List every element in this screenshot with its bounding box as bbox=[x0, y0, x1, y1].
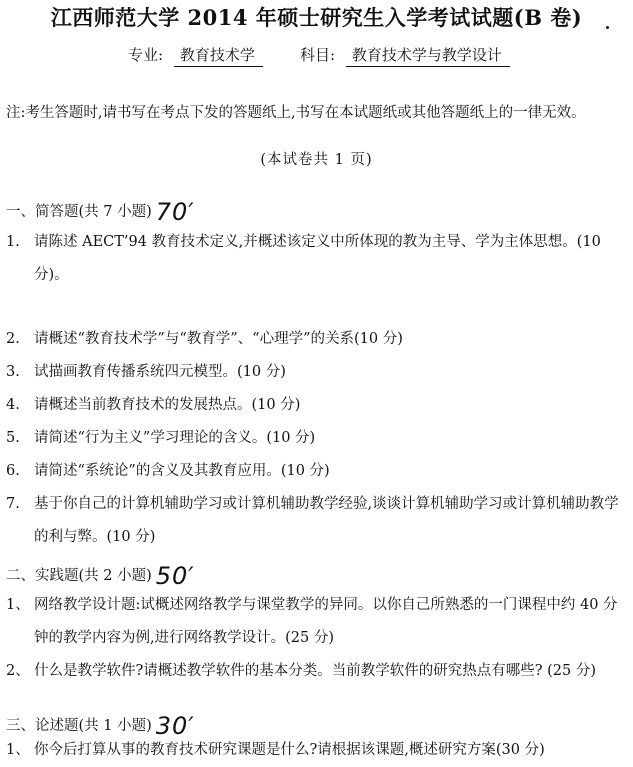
question-item bbox=[6, 389, 626, 422]
question-number: 1. bbox=[6, 234, 20, 250]
question-text: 请陈述 AECT’94 教育技术定义,并概述该定义中所体现的教为主导、学为主体思想。(10 分)。 bbox=[34, 234, 601, 283]
exam-title: 江西师范大学 2014 年硕士研究生入学考试试题(B 卷) bbox=[50, 5, 583, 30]
question-number: 4. bbox=[6, 397, 20, 413]
section-title: 三、论述题(共 1 小题) bbox=[6, 718, 152, 734]
question-item bbox=[6, 589, 626, 655]
section-heading-short-answer bbox=[6, 198, 195, 226]
question-number: 3. bbox=[6, 364, 20, 380]
major-row bbox=[128, 44, 263, 67]
handwritten-score: 30′ bbox=[155, 712, 195, 740]
subject-row bbox=[300, 44, 510, 67]
subject-label: 科目: bbox=[300, 46, 336, 64]
subject-value: 教育技术学与教学设计 bbox=[346, 44, 510, 67]
question-text: 请概述当前教育技术的发展热点。(10 分) bbox=[34, 397, 301, 413]
question-item bbox=[6, 226, 626, 292]
question-number: 2. bbox=[6, 331, 20, 347]
question-item bbox=[6, 455, 626, 488]
section-title: 二、实践题(共 2 小题) bbox=[6, 568, 152, 584]
major-value: 教育技术学 bbox=[174, 44, 263, 67]
page-count: (本试卷共 1 页) bbox=[260, 152, 373, 168]
question-text: 试描画教育传播系统四元模型。(10 分) bbox=[34, 364, 286, 380]
question-text: 网络教学设计题:试概述网络教学与课堂教学的异同。以你自己所熟悉的一门课程中约 40 分钟的教学内容为例,进行网络教学设计。(25 分) bbox=[34, 597, 618, 646]
handwritten-score: 50′ bbox=[155, 562, 195, 590]
question-item bbox=[6, 422, 626, 455]
major-label: 专业: bbox=[128, 46, 164, 64]
question-item bbox=[6, 655, 626, 688]
question-text: 你今后打算从事的教育技术研究课题是什么?请根据该课题,概述研究方案(30 分) bbox=[34, 742, 545, 758]
question-text: 什么是教学软件?请概述教学软件的基本分类。当前教学软件的研究热点有哪些? (25 分) bbox=[34, 663, 597, 679]
question-number: 7. bbox=[6, 496, 20, 512]
question-number: 6. bbox=[6, 463, 20, 479]
question-number: 1、 bbox=[6, 597, 30, 613]
question-text: 请概述“教育技术学”与“教育学”、“心理学”的关系(10 分) bbox=[34, 331, 403, 347]
question-item bbox=[6, 356, 626, 389]
question-text: 请简述“行为主义”学习理论的含义。(10 分) bbox=[34, 430, 316, 446]
section-title: 一、简答题(共 7 小题) bbox=[6, 204, 152, 220]
question-item bbox=[6, 488, 626, 554]
question-number: 2、 bbox=[6, 663, 30, 679]
section-heading-practice bbox=[6, 562, 195, 590]
question-number: 5. bbox=[6, 430, 20, 446]
question-number: 1、 bbox=[6, 742, 30, 758]
question-text: 基于你自己的计算机辅助学习或计算机辅助教学经验,谈谈计算机辅助学习或计算机辅助教学的利与弊。(10 分) bbox=[34, 496, 619, 545]
ink-dot bbox=[606, 26, 609, 29]
handwritten-score: 70′ bbox=[155, 198, 195, 226]
question-item bbox=[6, 323, 626, 356]
question-item bbox=[6, 734, 626, 767]
exam-notice: 注:考生答题时,请书写在考点下发的答题纸上,书写在本试题纸或其他答题纸上的一律无效。 bbox=[6, 105, 586, 121]
question-text: 请简述“系统论”的含义及其教育应用。(10 分) bbox=[34, 463, 330, 479]
